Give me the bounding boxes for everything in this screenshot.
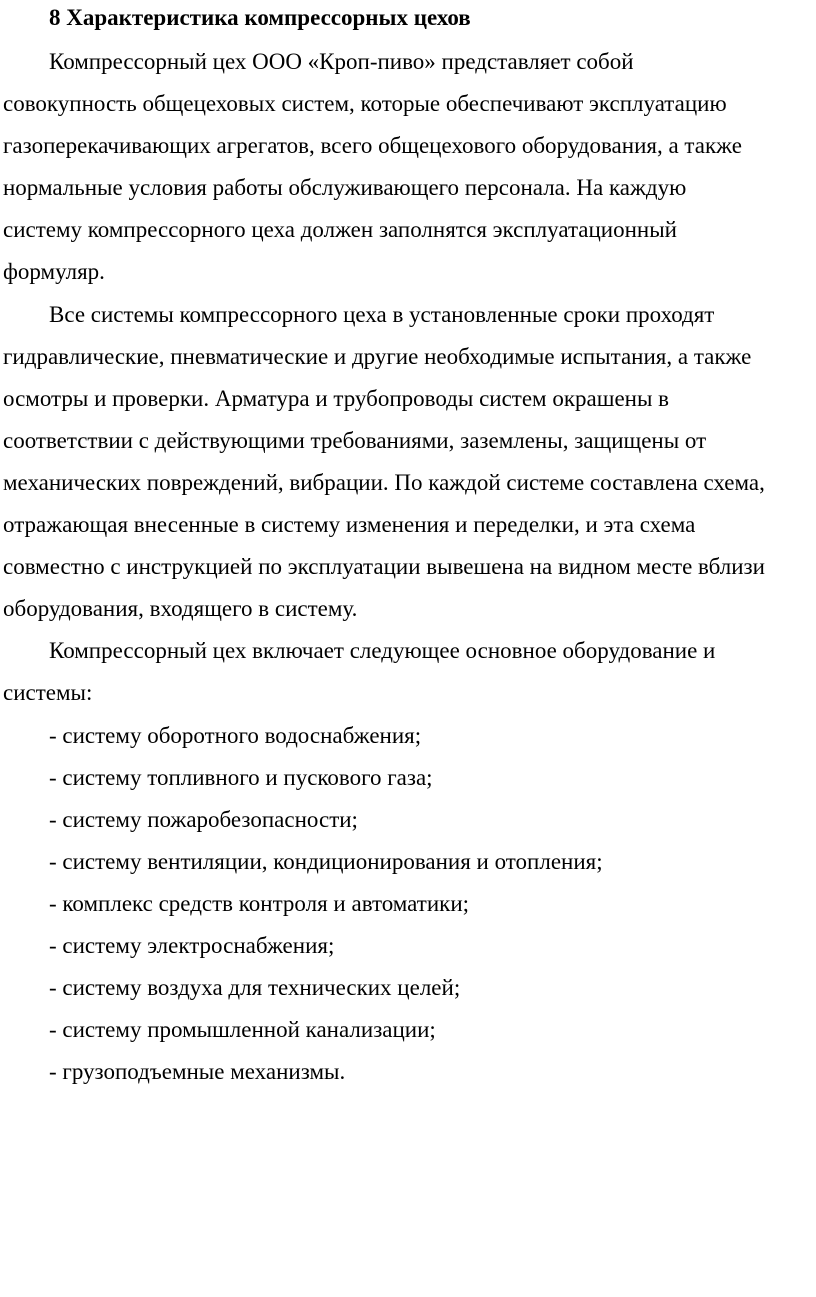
list-item: - грузоподъемные механизмы. [49,1059,346,1085]
list-item: - систему вентиляции, кондиционирования и отопления; [49,848,603,874]
list-item: - систему оборотного водоснабжения; [49,722,422,748]
list-item: - систему электроснабжения; [49,932,335,958]
list-item: - систему пожаробезопасности; [49,806,358,832]
list-item: - систему воздуха для технических целей; [49,975,461,1001]
paragraph-1 [3,41,813,294]
paragraph-line: Все системы компрессорного цеха в установленные сроки проходят [49,301,715,327]
paragraph-line: оборудования, входящего в систему. [3,596,358,622]
paragraph-line: совместно с инструкцией по эксплуатации вывешена на видном месте вблизи [3,554,765,580]
paragraph-3 [3,630,813,714]
paragraph-line: осмотры и проверки. Арматура и трубопроводы систем окрашены в [3,385,670,411]
paragraph-line: отражающая внесенные в систему изменения и переделки, и эта схема [3,512,696,538]
paragraph-2 [3,294,813,631]
list-item: - комплекс средств контроля и автоматики; [49,890,470,916]
paragraph-line: механических повреждений, вибрации. По каждой системе составлена схема, [3,469,765,495]
paragraph-line: системы: [3,680,93,706]
paragraph-line: совокупность общецеховых систем, которые обеспечивают эксплуатацию [3,91,727,117]
equipment-list [3,715,813,1094]
paragraph-line: формуляр. [3,259,105,285]
section-heading: 8 Характеристика компрессорных цехов [49,5,471,30]
paragraph-line: гидравлические, пневматические и другие необходимые испытания, а также [3,343,752,369]
list-item: - систему топливного и пускового газа; [49,764,433,790]
paragraph-line: нормальные условия работы обслуживающего персонала. На каждую [3,175,687,201]
paragraph-line: Компрессорный цех ООО «Кроп-пиво» представляет собой [49,49,634,74]
paragraph-line: Компрессорный цех включает следующее основное оборудование и [49,638,716,664]
list-item: - систему промышленной канализации; [49,1017,436,1043]
paragraph-line: систему компрессорного цеха должен заполнятся эксплуатационный [3,217,677,243]
paragraph-line: соответствии с действующими требованиями, заземлены, защищены от [3,427,707,453]
document-body [3,41,813,1093]
paragraph-line: газоперекачивающих агрегатов, всего общецехового оборудования, а также [3,133,742,159]
